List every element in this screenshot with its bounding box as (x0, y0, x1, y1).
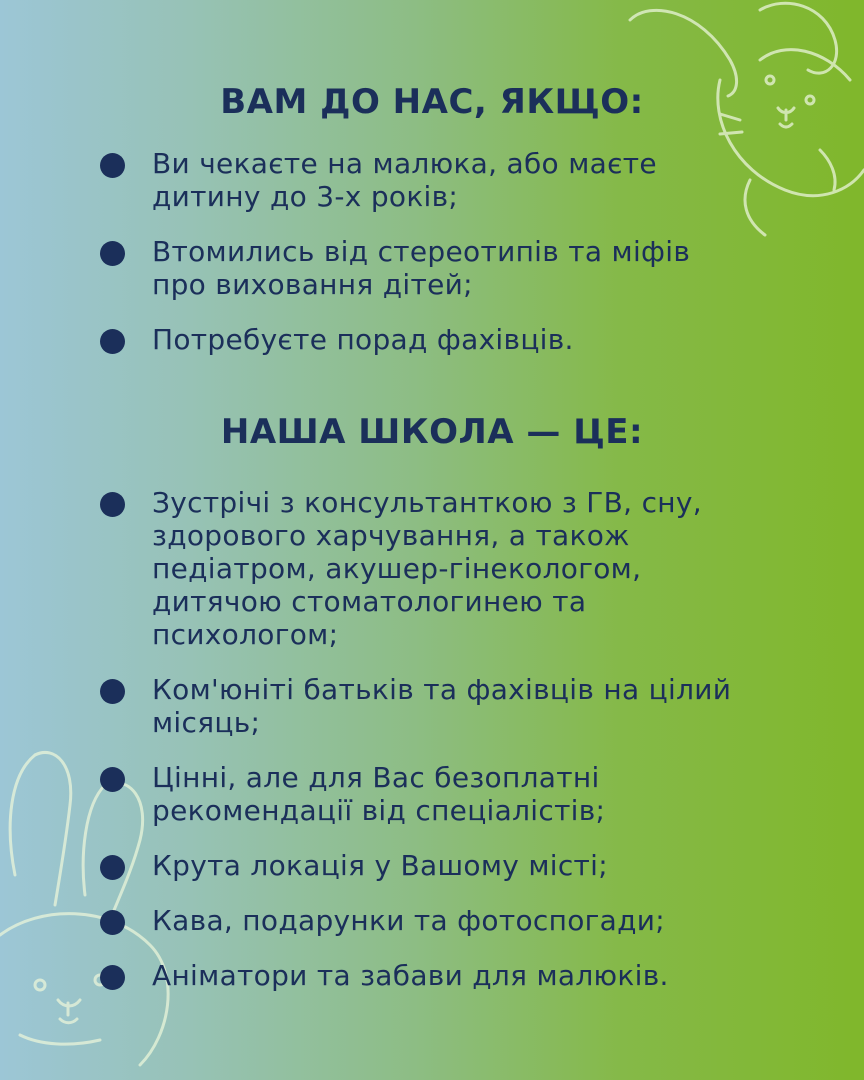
bullet-icon (100, 767, 125, 792)
section1-heading: ВАМ ДО НАС, ЯКЩО: (220, 82, 644, 122)
bullet-icon (100, 679, 125, 704)
list-item-text: Втомились від стереотипів та міфів про виховання дітей; (152, 235, 691, 301)
list-item (100, 147, 752, 213)
list-item-text: Потребуєте порад фахівців. (152, 323, 574, 356)
bullet-icon (100, 153, 125, 178)
list-item (100, 235, 752, 301)
bullet-icon (100, 965, 125, 990)
list-item-text: Зустрічі з консультанткою з ГВ, сну, здорового харчування, а також педіатром, акушер-гінекологом, дитячою стоматологинею та психологом; (152, 486, 702, 651)
list-item (100, 959, 762, 992)
list-item (100, 849, 762, 882)
list-item-text: Аніматори та забави для малюків. (152, 959, 669, 992)
bullet-icon (100, 329, 125, 354)
list-item-text: Ви чекаєте на малюка, або маєте дитину до 3-х років; (152, 147, 657, 213)
list-item (100, 673, 762, 739)
bullet-icon (100, 910, 125, 935)
list-item (100, 486, 762, 651)
list-item-text: Кава, подарунки та фотоспогади; (152, 904, 665, 937)
list-item (100, 904, 762, 937)
list-item-text: Цінні, але для Вас безоплатні рекомендації від спеціалістів; (152, 761, 606, 827)
list-item (100, 761, 762, 827)
section1-list (100, 147, 752, 378)
list-item-text: Ком'юніті батьків та фахівців на цілий місяць; (152, 673, 732, 739)
section2-list (100, 486, 762, 1014)
bullet-icon (100, 855, 125, 880)
list-item (100, 323, 752, 356)
bullet-icon (100, 492, 125, 517)
section2-heading: НАША ШКОЛА — ЦЕ: (220, 412, 644, 452)
bullet-icon (100, 241, 125, 266)
list-item-text: Крута локація у Вашому місті; (152, 849, 608, 882)
